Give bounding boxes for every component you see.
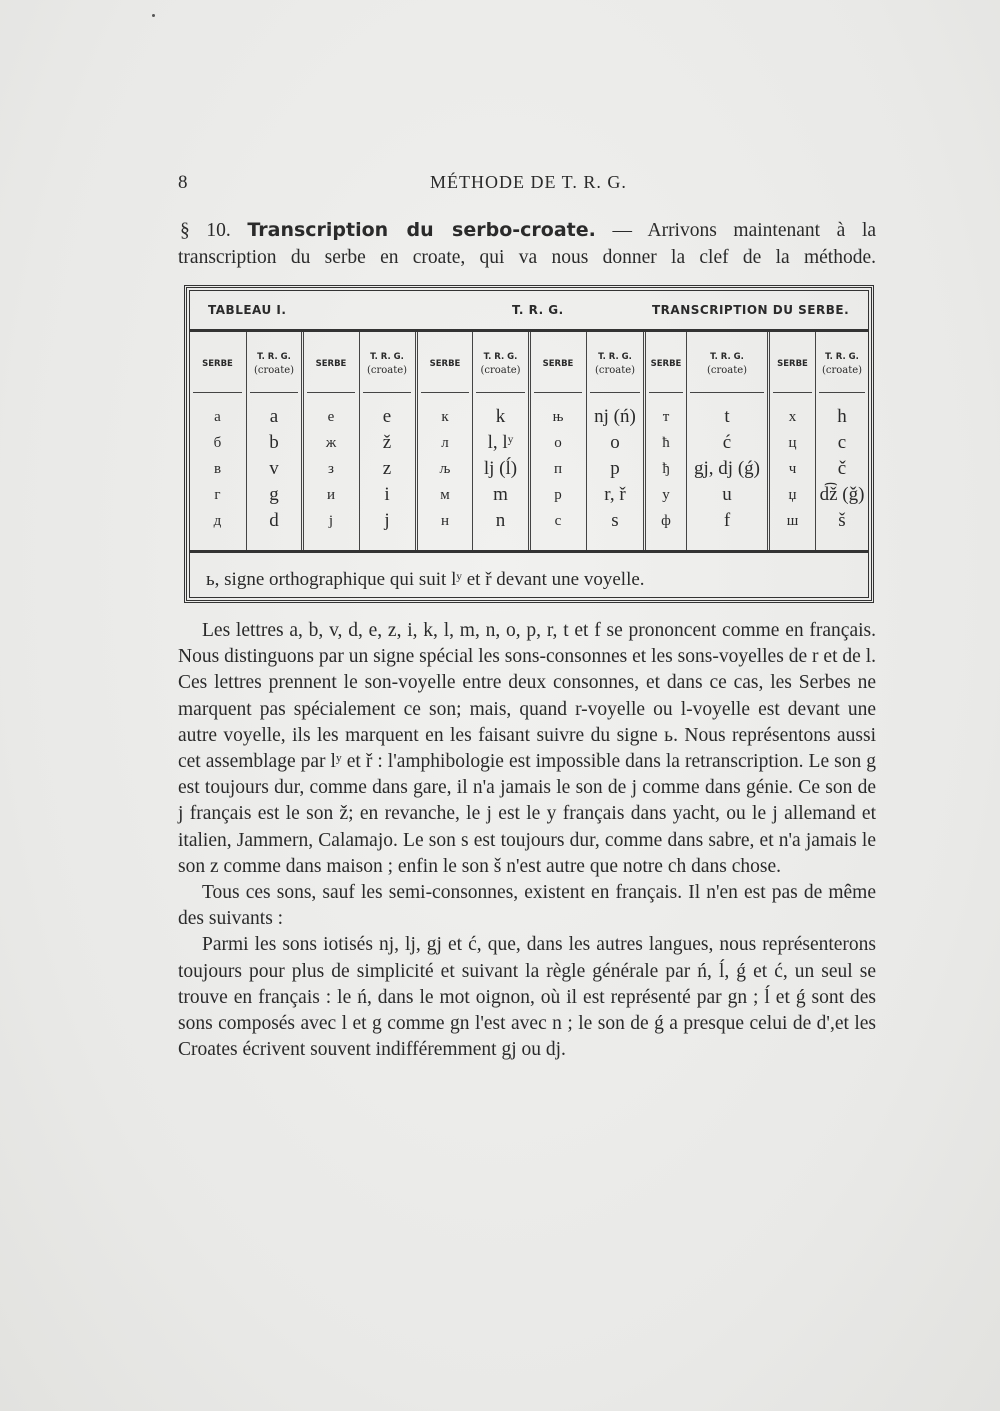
- trg-header: [250, 336, 298, 393]
- serbe-cell: л: [441, 435, 449, 451]
- croate-cell: lj (ĺ): [483, 458, 518, 479]
- trg-header: [476, 336, 525, 393]
- trg-label: T. R. G.: [598, 352, 632, 362]
- croate-cell: d͡ž (ǧ): [819, 484, 865, 505]
- croate-cell: c: [837, 432, 847, 453]
- serbe-cell: и: [326, 487, 336, 503]
- croate-cell: nj (ń): [594, 406, 636, 427]
- serbe-column: [190, 332, 245, 550]
- serbe-column: [646, 332, 686, 550]
- table-footnote: ь, signe orthographique qui suit lʸ et ř devant une voyelle.: [206, 569, 645, 590]
- croate-column: [247, 332, 301, 550]
- serbe-header: SERBE: [773, 336, 812, 393]
- serbe-column: [770, 332, 815, 550]
- croate-column: [360, 332, 414, 550]
- serbe-header: SERBE: [193, 336, 242, 393]
- croate-label: (croate): [821, 365, 863, 376]
- croate-cell: g: [269, 484, 279, 505]
- serbe-cell: д: [213, 513, 222, 529]
- croate-column: [816, 332, 868, 550]
- serbe-cell: е: [327, 409, 335, 425]
- paragraph: Parmi les sons iotisés nj, lj, gj et ć, que, dans les autres langues, nous représenterons toujours pour plus de simplicité et suivant la règle générale par ń, ĺ, ǵ et ć, un seul se trouve en français : le ń, dans le mot oignon, où il est représenté par gn ; ĺ et ǵ sont des sons composés avec l et g comme gn l'est avec n ; le son de ǵ a presque celui de d',et les Croates écrivent souvent indifféremment gj ou dj.: [178, 934, 876, 1061]
- croate-cell: t: [724, 406, 730, 427]
- paragraph: Les lettres a, b, v, d, e, z, i, k, l, m, n, o, p, r, t et f se prononcent comme en français. Nous distinguons par un signe spécial les sons-consonnes et les sons-voyelles de r et de l. Ces lettres prennent le son-voyelle entre deux consonnes, et dans ce cas, les Serbes ne marquent pas spécialement ce son; mais, quand r-voyelle ou l-voyelle est devant une autre voyelle, ils les marquent en les faisant suivre du signe ь. Nous représentons aussi cet assemblage par lʸ et ř : l'amphibologie est impossible dans la retranscription. Le son g est toujours dur, comme dans gare, il n'a jamais le son de j comme dans génie. Ce son de j français est le son ž; en revanche, le j est le y français dans yacht, ou le j allemand et italien, Jammern, Calamajo. Le son s est toujours dur, comme dans sabre, et n'a jamais le son z comme dans maison ; enfin le son š n'est autre que notre ch dans chose.: [178, 620, 876, 877]
- croate-cell: i: [384, 484, 390, 505]
- trg-label: T. R. G.: [825, 352, 859, 362]
- serbe-cell: с: [554, 513, 562, 529]
- serbe-cell: а: [214, 409, 221, 425]
- serbe-cell: з: [328, 461, 334, 477]
- table-grid: [190, 332, 868, 554]
- croate-label: (croate): [366, 365, 408, 376]
- table-label: TABLEAU I.: [208, 303, 287, 317]
- trg-label: T. R. G.: [483, 352, 518, 362]
- croate-cell: e: [382, 406, 392, 427]
- croate-cell: gj, dj (ǵ): [694, 458, 760, 479]
- table-inner: [189, 290, 869, 598]
- croate-cell: ć: [722, 432, 732, 453]
- croate-label: (croate): [253, 365, 295, 376]
- trg-header: [819, 336, 865, 393]
- section-intro-line2: transcription du serbe en croate, qui va nous donner la clef de la méthode.: [178, 247, 876, 268]
- croate-label: (croate): [480, 365, 521, 376]
- table-center-label: T. R. G.: [512, 303, 564, 317]
- trg-header: [363, 336, 411, 393]
- serbe-cell: ш: [786, 513, 799, 529]
- croate-cell: b: [269, 432, 279, 453]
- serbe-cell: м: [440, 487, 450, 503]
- serbe-cell: г: [214, 487, 221, 503]
- trg-header: [690, 336, 764, 393]
- croate-label: (croate): [594, 365, 636, 376]
- serbe-cell: н: [440, 513, 450, 529]
- serbe-column: [418, 332, 472, 550]
- croate-cell: f: [723, 510, 731, 531]
- serbe-cell: х: [788, 409, 797, 425]
- serbe-cell: ћ: [662, 435, 670, 451]
- croate-label: (croate): [706, 365, 748, 376]
- croate-cell: š: [838, 510, 846, 531]
- serbe-cell: б: [213, 435, 222, 451]
- serbe-cell: ж: [325, 435, 337, 451]
- table-right-label: TRANSCRIPTION DU SERBE.: [652, 303, 850, 317]
- serbe-cell: љ: [439, 461, 451, 477]
- trg-label: T. R. G.: [370, 352, 404, 362]
- body-text: [178, 618, 876, 1063]
- croate-cell: a: [269, 406, 279, 427]
- serbe-cell: к: [441, 409, 449, 425]
- croate-cell: h: [837, 406, 847, 427]
- serbe-cell: ј: [328, 513, 334, 529]
- serbe-header: SERBE: [421, 336, 469, 393]
- serbe-cell: о: [554, 435, 562, 451]
- serbe-cell: п: [553, 461, 563, 477]
- trg-header: [590, 336, 640, 393]
- croate-column: [687, 332, 767, 550]
- section-heading: [180, 217, 876, 244]
- croate-cell: l, lʸ: [487, 432, 514, 453]
- croate-cell: z: [382, 458, 392, 479]
- table-bottom-rule: [190, 550, 868, 553]
- running-head: MÉTHODE DE T. R. G.: [430, 172, 627, 192]
- serbe-cell: ч: [788, 461, 797, 477]
- serbe-cell: у: [662, 487, 670, 503]
- table-title-row: [190, 299, 868, 325]
- croate-cell: m: [493, 484, 508, 505]
- trg-label: T. R. G.: [257, 352, 291, 362]
- croate-cell: r, ř: [604, 484, 626, 505]
- croate-cell: o: [610, 432, 620, 453]
- serbe-header: SERBE: [307, 336, 355, 393]
- serbe-cell: џ: [788, 487, 797, 503]
- serbe-column: [531, 332, 585, 550]
- ink-speck: [152, 14, 155, 17]
- section-number: § 10.: [180, 220, 231, 241]
- serbe-cell: в: [213, 461, 222, 477]
- page-number: 8: [178, 172, 188, 193]
- croate-cell: d: [269, 510, 279, 531]
- croate-cell: n: [495, 510, 506, 531]
- serbe-header: SERBE: [649, 336, 683, 393]
- croate-cell: ž: [382, 432, 392, 453]
- serbe-header: SERBE: [534, 336, 582, 393]
- croate-cell: v: [269, 458, 279, 479]
- trg-label: T. R. G.: [710, 352, 744, 362]
- paragraph: Tous ces sons, sauf les semi-consonnes, existent en français. Il n'en est pas de même des suivants :: [178, 882, 876, 930]
- serbe-cell: т: [662, 409, 670, 425]
- croate-cell: u: [722, 484, 732, 505]
- croate-cell: č: [837, 458, 847, 479]
- serbe-cell: ђ: [662, 461, 670, 477]
- serbe-cell: ц: [788, 435, 797, 451]
- croate-cell: j: [384, 510, 390, 531]
- serbe-cell: њ: [552, 409, 564, 425]
- croate-cell: s: [611, 510, 619, 531]
- serbe-cell: р: [554, 487, 562, 503]
- croate-cell: p: [610, 458, 620, 479]
- section-intro-line1: — Arrivons maintenant à la: [612, 220, 877, 241]
- section-title: Transcription du serbo-croate.: [247, 219, 596, 241]
- serbe-cell: ф: [661, 513, 671, 529]
- croate-cell: k: [495, 406, 506, 427]
- croate-column: [473, 332, 528, 550]
- serbe-column: [304, 332, 358, 550]
- transcription-table: [184, 285, 874, 603]
- croate-column: [587, 332, 643, 550]
